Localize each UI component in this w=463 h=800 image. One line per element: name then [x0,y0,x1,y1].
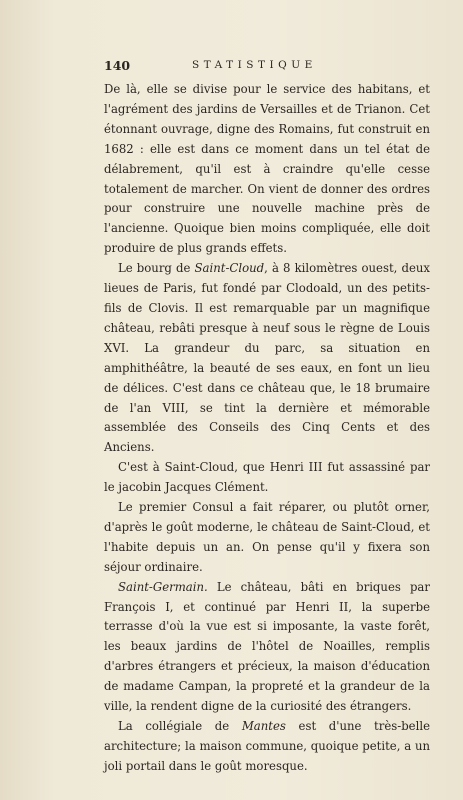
paragraph [104,80,430,259]
text-run: est d'une très-belle architecture; la maison commune, quoique petite, a un joli portail dans le goût moresque. [104,719,430,773]
paragraph [104,717,430,777]
italic-text-run: Saint-Cloud [194,261,265,276]
text-run: Le bourg de [118,261,195,276]
text-run: Le premier Consul a fait réparer, ou plutôt orner, d'après le goût moderne, le château de Saint-Cloud, et l'habite depuis un an. On pense qu'il y fixera son séjour ordinaire. [104,500,430,574]
text-run: C'est à Saint-Cloud, que Henri III fut assassiné par le jacobin Jacques Clément. [104,460,430,495]
text-run: , à 8 kilomètres ouest, deux lieues de Paris, fut fondé par Clodoald, un des petits-fils de Clovis. Il est remarquable par un magnifique château, rebâti presque à neuf sous le règne de Louis XVI. La grandeur du parc, sa situation en amphithéâtre, la beauté de ses eaux, en font un lieu de délices. C'est dans ce château que, le 18 brumaire de l'an VIII, se tint la dernière et mémorable assemblée des Conseils des Cinq Cents et des Anciens. [104,261,430,455]
paragraph [104,458,430,498]
page-header [104,58,425,74]
paragraph [104,259,430,458]
italic-text-run: Mantes [241,719,286,733]
paragraph [104,578,430,717]
italic-text-run: Saint-Germain. [118,579,208,594]
page-number: 140 [104,58,131,73]
running-head: STATISTIQUE [192,59,317,71]
text-run: La collégiale de [118,719,242,733]
text-run: Le château, bâti en briques par François I, et continué par Henri II, la superbe terrasse d'où la vue est si imposante, la vaste forêt, les beaux jardins de l'hôtel de Noailles, remplis d'arbres étrangers et précieux, la maison d'éducation de madame Campan, la propreté et la grandeur de la ville, la rendent digne de la curiosité des étrangers. [104,579,430,714]
page-body [104,80,430,777]
text-run: De là, elle se divise pour le service des habitans, et l'agrément des jardins de Versailles et de Trianon. Cet étonnant ouvrage, digne des Romains, fut construit en 1682 : elle est dans ce moment dans un tel état de délabrement, qu'il est à craindre qu'elle cesse totalement de marcher. On vient de donner des ordres pour construire une nouvelle machine près de l'ancienne. Quoique bien moins compliquée, elle doit produire de plus grands effets. [104,82,430,256]
paragraph [104,498,430,578]
